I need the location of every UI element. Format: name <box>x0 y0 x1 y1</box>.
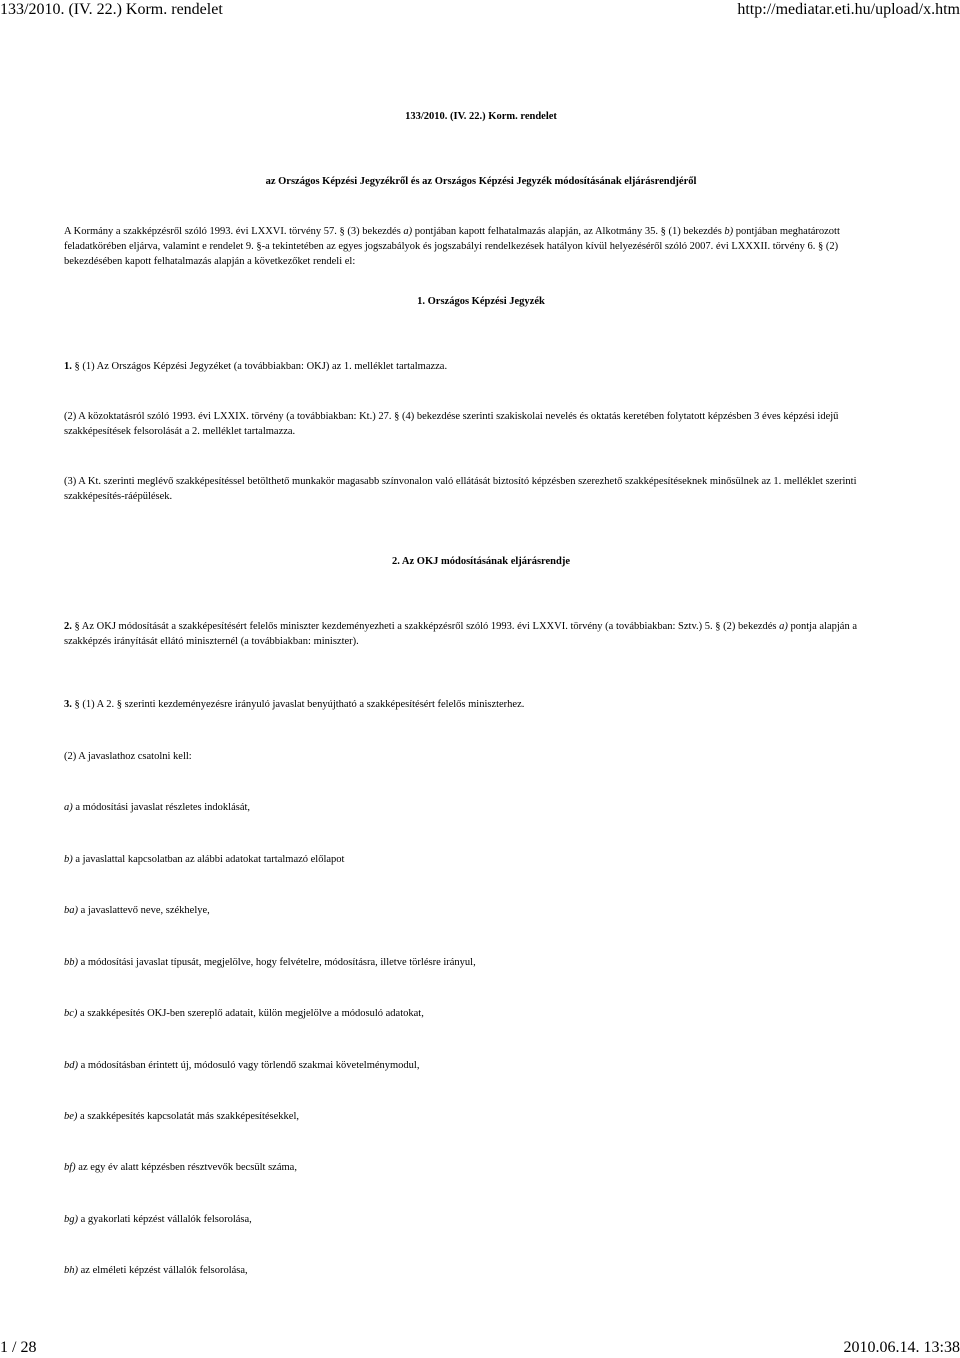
preamble-text-3: pontjában meghatározott feladatkörében eljárva, valamint e rendelet 9. §-a tekintetében az egyes jogszabályok és jogszabályi rendelkezések hatályon kívül helyezéséről szóló 2007. évi LXXXII. törvény 6. § (2) bekezdésében kapott felhatalmazás alapján a következőket rendeli el: <box>64 226 840 267</box>
list-item-text: a módosításban érintett új, módosuló vagy törlendő szakmai követelménymodul, <box>78 1060 420 1071</box>
paragraph-text: § (1) A 2. § szerinti kezdeményezésre irányuló javaslat benyújtható a szakképesítésért felelős miniszterhez. <box>71 699 525 710</box>
list-item <box>64 1058 898 1073</box>
paragraph-number: 1. <box>64 361 72 372</box>
document-subtitle: az Országos Képzési Jegyzékről és az Országos Képzési Jegyzék módosításának eljárásrendjéről <box>265 176 697 187</box>
list-item <box>64 1263 898 1278</box>
list-item-label: a) <box>64 802 73 813</box>
list-item-label: b) <box>64 854 73 865</box>
list-item-label: bb) <box>64 957 78 968</box>
preamble-point-a: a) <box>403 226 413 237</box>
list-item <box>64 1006 898 1021</box>
list-item-text: a módosítási javaslat típusát, megjelölve, hogy felvételre, módosításra, illetve törlésre irányul, <box>78 957 476 968</box>
list-item-text: a javaslattal kapcsolatban az alábbi adatokat tartalmazó előlapot <box>72 854 345 865</box>
list-item <box>64 1212 898 1227</box>
list-item-label: bg) <box>64 1214 78 1225</box>
paragraph-point-a: a) <box>779 621 788 632</box>
list-item-text: a javaslattevő neve, székhelye, <box>78 905 210 916</box>
list-item-text: a gyakorlati képzést vállalók felsorolása, <box>78 1214 252 1225</box>
list-item-label: ba) <box>64 905 78 916</box>
preamble-text-2: pontjában kapott felhatalmazás alapján, az Alkotmány 35. § (1) bekezdés <box>412 226 725 237</box>
paragraph-text-1: § Az OKJ módosítását a szakképesítésért felelős miniszter kezdeményezheti a szakképzésről szóló 1993. évi LXXVI. törvény (a továbbiakban: Sztv.) 5. § (2) bekezdés <box>71 621 780 632</box>
print-datetime: 2010.06.14. 13:38 <box>843 1339 960 1356</box>
browser-print-header-title: 133/2010. (IV. 22.) Korm. rendelet <box>0 1 223 18</box>
list-item-text: az elméleti képzést vállalók felsorolása, <box>78 1265 248 1276</box>
page-number: 1 / 28 <box>0 1339 37 1356</box>
list-item <box>64 955 898 970</box>
paragraph-number: 3. <box>64 699 72 710</box>
list-item <box>64 852 898 867</box>
list-item-label: bf) <box>64 1162 76 1173</box>
list-item-label: bc) <box>64 1008 78 1019</box>
list-item-text: a módosítási javaslat részletes indoklását, <box>72 802 251 813</box>
section-2-heading: 2. Az OKJ módosításának eljárásrendje <box>391 556 570 567</box>
list-item-text: a szakképesítés kapcsolatát más szakképesítésekkel, <box>77 1111 300 1122</box>
paragraph-3-1 <box>64 697 898 712</box>
list-item-label: bd) <box>64 1060 78 1071</box>
paragraph-1-1 <box>64 359 898 374</box>
browser-print-header-url: http://mediatar.eti.hu/upload/x.htm <box>737 1 960 18</box>
section-1-heading: 1. Országos Képzési Jegyzék <box>417 296 545 307</box>
list-item <box>64 903 898 918</box>
list-item-label: bh) <box>64 1265 78 1276</box>
preamble-point-b: b) <box>724 226 734 237</box>
paragraph-1-2: (2) A közoktatásról szóló 1993. évi LXXIX. törvény (a továbbiakban: Kt.) 27. § (4) bekezdése szerinti szakiskolai nevelés és oktatás keretében folytatott képzésben 3 éves képzési idejű szakképesítések felsorolását a 2. melléklet tartalmazza. <box>64 411 839 437</box>
list-item-text: az egy év alatt képzésben résztvevők becsült száma, <box>75 1162 297 1173</box>
paragraph-3-2: (2) A javaslathoz csatolni kell: <box>64 751 192 762</box>
list-item <box>64 800 898 815</box>
document-title: 133/2010. (IV. 22.) Korm. rendelet <box>405 111 557 122</box>
paragraph-number: 2. <box>64 621 72 632</box>
list-item-label: be) <box>64 1111 78 1122</box>
paragraph-1-3: (3) A Kt. szerinti meglévő szakképesítéssel betölthető munkakör magasabb színvonalon való ellátását biztosító képzésben szerezhető szakképesítéseknek minősülnek az 1. melléklet szerinti szakképesítés-ráépülések. <box>64 476 857 502</box>
paragraph-2 <box>64 619 898 649</box>
paragraph-text-2: pontja alapján a szakképzés irányítását ellátó miniszternél (a továbbiakban: miniszter). <box>64 621 857 647</box>
preamble-text-1: A Kormány a szakképzésről szóló 1993. évi LXXVI. törvény 57. § (3) bekezdés <box>64 226 404 237</box>
list-item-text: a szakképesítés OKJ-ben szereplő adatait, külön megjelölve a módosuló adatokat, <box>77 1008 424 1019</box>
list-item <box>64 1160 898 1175</box>
paragraph-text: § (1) Az Országos Képzési Jegyzéket (a továbbiakban: OKJ) az 1. melléklet tartalmazza. <box>71 361 448 372</box>
preamble <box>64 224 898 269</box>
list-item <box>64 1109 898 1124</box>
